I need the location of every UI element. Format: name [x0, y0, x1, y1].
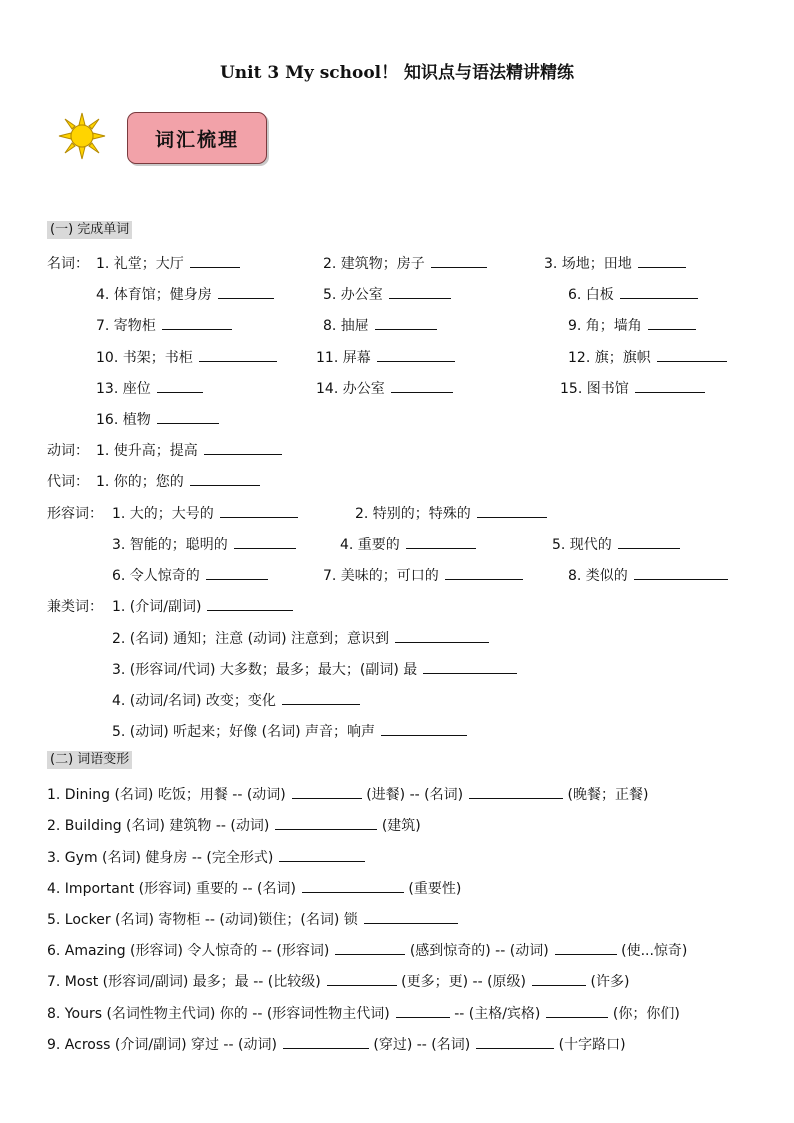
noun-item: 8. 抽屉: [323, 315, 437, 335]
multi-class-item: 2. (名词) 通知；注意 (动词) 注意到；意识到: [112, 628, 489, 648]
section-complete-words: (一) 完成单词: [47, 221, 132, 239]
multi-class-item: 3. (形容词/代词) 大多数；最多；最大；(副词) 最: [112, 659, 517, 679]
noun-item: 16. 植物: [96, 409, 219, 429]
answer-blank[interactable]: [648, 315, 696, 330]
answer-blank[interactable]: [431, 253, 487, 268]
adjective-item: 7. 美味的；可口的: [323, 565, 523, 585]
answer-blank[interactable]: [377, 347, 455, 362]
noun-item: 13. 座位: [96, 378, 203, 398]
noun-item: 12. 旗；旗帜: [568, 347, 727, 367]
answer-blank[interactable]: [638, 253, 686, 268]
word-form-row: 2. Building (名词) 建筑物 -- (动词) (建筑): [47, 815, 421, 835]
noun-item: 1. 礼堂；大厅: [96, 253, 240, 273]
answer-blank[interactable]: [555, 940, 617, 955]
answer-blank[interactable]: [445, 565, 523, 580]
answer-blank[interactable]: [423, 659, 517, 674]
answer-blank[interactable]: [406, 534, 476, 549]
word-form-row: 6. Amazing (形容词) 令人惊奇的 -- (形容词) (感到惊奇的) -- (动词) (使...惊奇): [47, 940, 687, 960]
verbs-label: 动词：: [47, 443, 89, 459]
adjectives-label: 形容词：: [47, 506, 103, 522]
word-form-row: 1. Dining (名词) 吃饭；用餐 -- (动词) (进餐) -- (名词) (晚餐；正餐): [47, 784, 648, 804]
page-title: Unit 3 My school！ 知识点与语法精讲精练: [219, 63, 575, 83]
sun-icon: [58, 112, 106, 160]
answer-blank[interactable]: [532, 971, 586, 986]
answer-blank[interactable]: [190, 471, 260, 486]
answer-blank[interactable]: [546, 1003, 608, 1018]
adjective-item: 3. 智能的；聪明的: [112, 534, 296, 554]
answer-blank[interactable]: [395, 628, 489, 643]
noun-item: 4. 体育馆；健身房: [96, 284, 274, 304]
answer-blank[interactable]: [279, 847, 365, 862]
noun-item: 10. 书架；书柜: [96, 347, 277, 367]
answer-blank[interactable]: [207, 596, 293, 611]
answer-blank[interactable]: [335, 940, 405, 955]
answer-blank[interactable]: [381, 721, 467, 736]
adjective-item: 6. 令人惊奇的: [112, 565, 268, 585]
answer-blank[interactable]: [162, 315, 232, 330]
answer-blank[interactable]: [199, 347, 277, 362]
pronouns-label: 代词：: [47, 474, 89, 490]
word-form-row: 3. Gym (名词) 健身房 -- (完全形式): [47, 847, 365, 867]
pronoun-item: 1. 你的；您的: [96, 471, 260, 491]
noun-item: 14. 办公室: [316, 378, 453, 398]
answer-blank[interactable]: [364, 909, 458, 924]
answer-blank[interactable]: [635, 378, 705, 393]
noun-item: 6. 白板: [568, 284, 698, 304]
answer-blank[interactable]: [477, 503, 547, 518]
word-form-row: 4. Important (形容词) 重要的 -- (名词) (重要性): [47, 878, 461, 898]
answer-blank[interactable]: [234, 534, 296, 549]
banner-label: 词汇梳理: [154, 128, 239, 151]
section-word-forms: (二) 词语变形: [47, 751, 132, 769]
adjective-item: 1. 大的；大号的: [112, 503, 298, 523]
answer-blank[interactable]: [218, 284, 274, 299]
answer-blank[interactable]: [375, 315, 437, 330]
answer-blank[interactable]: [190, 253, 240, 268]
answer-blank[interactable]: [282, 690, 360, 705]
word-form-row: 9. Across (介词/副词) 穿过 -- (动词) (穿过) -- (名词) (十字路口): [47, 1034, 626, 1054]
answer-blank[interactable]: [206, 565, 268, 580]
adjective-item: 8. 类似的: [568, 565, 728, 585]
answer-blank[interactable]: [283, 1034, 369, 1049]
answer-blank[interactable]: [618, 534, 680, 549]
noun-item: 2. 建筑物；房子: [323, 253, 487, 273]
answer-blank[interactable]: [275, 815, 377, 830]
word-form-row: 5. Locker (名词) 寄物柜 -- (动词)锁住；(名词) 锁: [47, 909, 458, 929]
multi-class-item: 4. (动词/名词) 改变；变化: [112, 690, 360, 710]
verb-item: 1. 使升高；提高: [96, 440, 282, 460]
answer-blank[interactable]: [396, 1003, 450, 1018]
multi-class-label: 兼类词：: [47, 599, 103, 615]
answer-blank[interactable]: [657, 347, 727, 362]
vocab-banner: [127, 112, 267, 164]
multi-class-item: 5. (动词) 听起来；好像 (名词) 声音；响声: [112, 721, 467, 741]
answer-blank[interactable]: [476, 1034, 554, 1049]
answer-blank[interactable]: [220, 503, 298, 518]
multi-class-item: 1. (介词/副词): [112, 596, 293, 616]
answer-blank[interactable]: [302, 878, 404, 893]
noun-item: 11. 屏幕: [316, 347, 455, 367]
nouns-label: 名词：: [47, 256, 89, 272]
answer-blank[interactable]: [204, 440, 282, 455]
answer-blank[interactable]: [469, 784, 563, 799]
adjective-item: 4. 重要的: [340, 534, 476, 554]
answer-blank[interactable]: [389, 284, 451, 299]
answer-blank[interactable]: [634, 565, 728, 580]
word-form-row: 7. Most (形容词/副词) 最多；最 -- (比较级) (更多；更) -- (原级) (许多): [47, 971, 629, 991]
answer-blank[interactable]: [620, 284, 698, 299]
answer-blank[interactable]: [157, 409, 219, 424]
answer-blank[interactable]: [292, 784, 362, 799]
noun-item: 15. 图书馆: [560, 378, 705, 398]
answer-blank[interactable]: [391, 378, 453, 393]
answer-blank[interactable]: [157, 378, 203, 393]
noun-item: 5. 办公室: [323, 284, 451, 304]
noun-item: 9. 角；墙角: [568, 315, 696, 335]
adjective-item: 5. 现代的: [552, 534, 680, 554]
noun-item: 3. 场地；田地: [544, 253, 686, 273]
word-form-row: 8. Yours (名词性物主代词) 你的 -- (形容词性物主代词) -- (主格/宾格) (你；你们): [47, 1003, 680, 1023]
answer-blank[interactable]: [327, 971, 397, 986]
noun-item: 7. 寄物柜: [96, 315, 232, 335]
adjective-item: 2. 特别的；特殊的: [355, 503, 547, 523]
